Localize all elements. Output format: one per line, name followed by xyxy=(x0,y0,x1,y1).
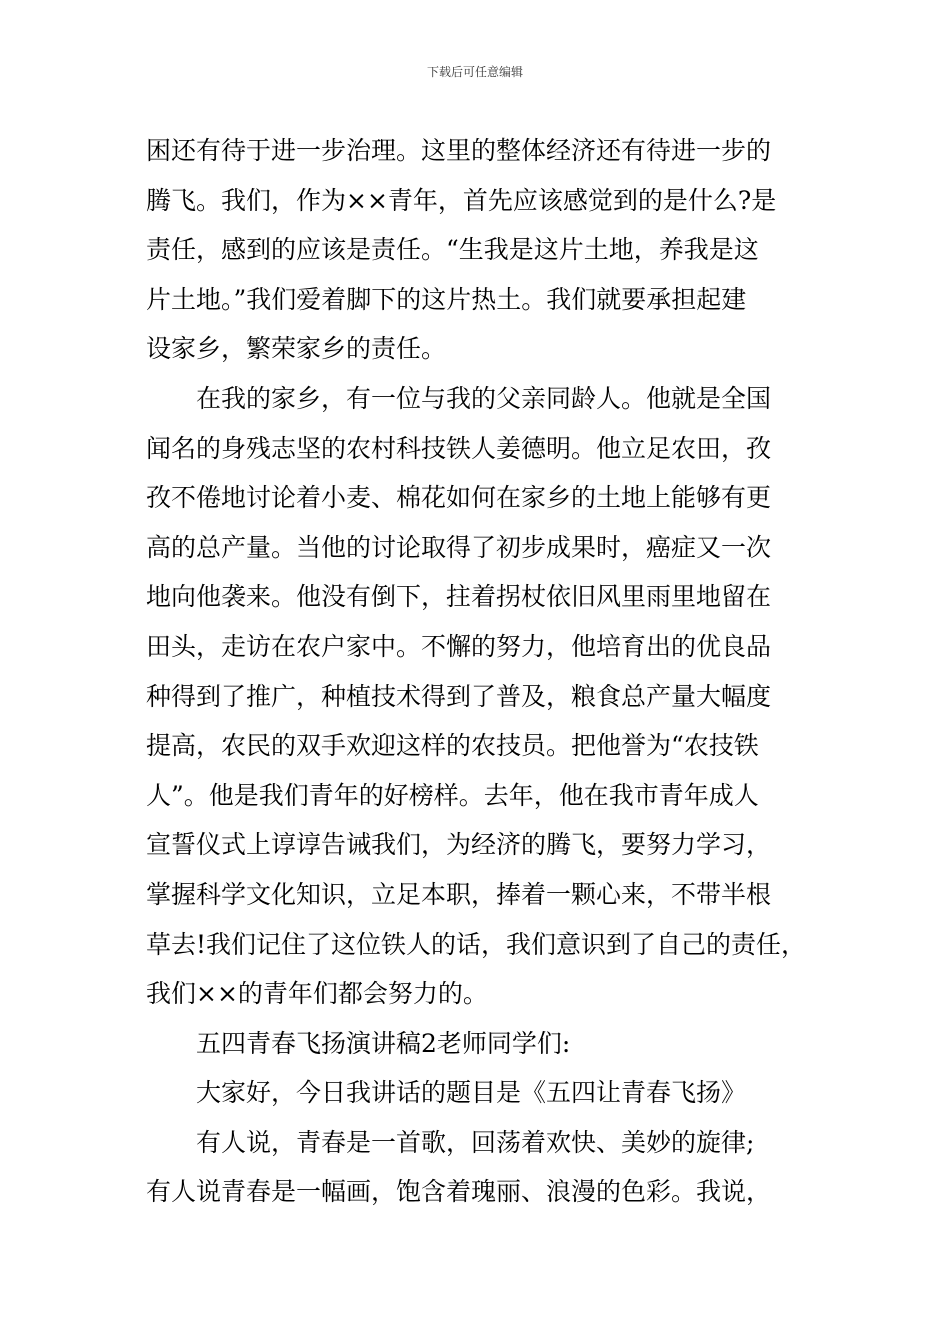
text-line: 有人说，青春是一首歌，回荡着欢快、美妙的旋律; xyxy=(196,1127,755,1157)
page-header: 下载后可任意编辑 xyxy=(426,65,523,79)
document-body xyxy=(146,126,826,1217)
text-line: 宣誓仪式上谆谆告诫我们，为经济的腾飞，要努力学习， xyxy=(146,830,772,860)
text-line: 困还有待于进一步治理。这里的整体经济还有待进一步的 xyxy=(146,136,772,165)
text-line: 地向他袭来。他没有倒下，拄着拐杖依旧风里雨里地留在 xyxy=(146,582,772,612)
text-line: 设家乡，繁荣家乡的责任。 xyxy=(146,334,447,364)
text-line: 五四青春飞扬演讲稿2老师同学们: xyxy=(196,1028,571,1058)
text-line: 在我的家乡，有一位与我的父亲同龄人。他就是全国 xyxy=(196,383,772,413)
text-line: 人”。他是我们青年的好榜样。去年，他在我市青年成人 xyxy=(146,780,759,810)
text-line: 种得到了推广，种植技术得到了普及，粮食总产量大幅度 xyxy=(146,681,772,711)
text-line: 田头，走访在农户家中。不懈的努力，他培育出的优良品 xyxy=(146,631,772,661)
text-line: 高的总产量。当他的讨论取得了初步成果时，癌症又一次 xyxy=(146,532,772,562)
text-line: 闻名的身残志坚的农村科技铁人姜德明。他立足农田，孜 xyxy=(146,433,772,463)
text-line: 腾飞。我们，作为××青年，首先应该感觉到的是什么?是 xyxy=(146,185,777,215)
text-line: 片土地。”我们爱着脚下的这片热土。我们就要承担起建 xyxy=(146,284,747,314)
text-line: 孜不倦地讨论着小麦、棉花如何在家乡的土地上能够有更 xyxy=(146,483,772,513)
text-line: 责任，感到的应该是责任。“生我是这片土地，养我是这 xyxy=(146,235,759,265)
text-line: 大家好，今日我讲话的题目是《五四让青春飞扬》 xyxy=(196,1078,747,1108)
text-line: 提高，农民的双手欢迎这样的农技员。把他誉为“农技铁 xyxy=(146,731,759,761)
text-line: 有人说青春是一幅画，饱含着瑰丽、浪漫的色彩。我说， xyxy=(146,1177,772,1207)
text-line: 掌握科学文化知识，立足本职，捧着一颗心来，不带半根 xyxy=(146,879,772,909)
text-line: 我们××的青年们都会努力的。 xyxy=(146,979,488,1009)
text-line: 草去!我们记住了这位铁人的话，我们意识到了自己的责任， xyxy=(146,929,807,959)
